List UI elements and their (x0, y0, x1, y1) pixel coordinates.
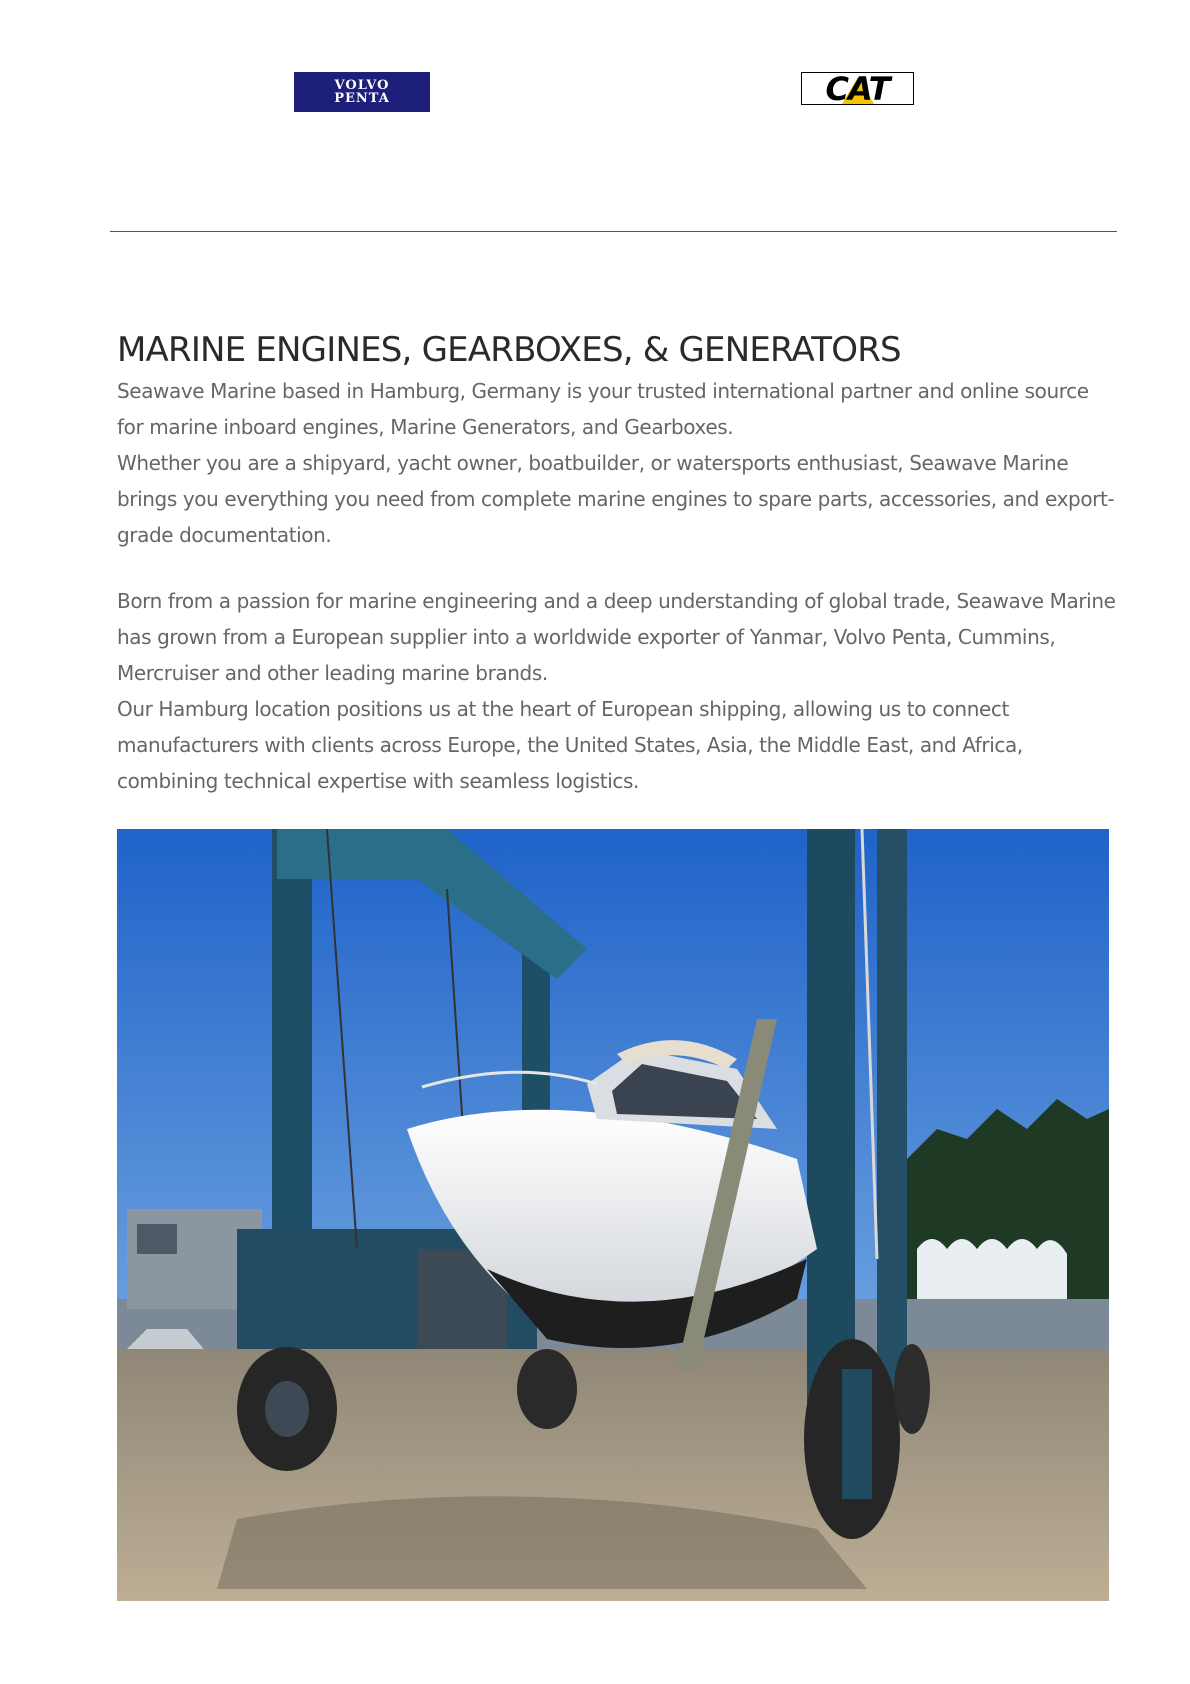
boat-travel-lift-photo (117, 829, 1109, 1601)
page-title: MARINE ENGINES, GEARBOXES, & GENERATORS (117, 330, 901, 370)
cat-logo-text: CAT (825, 72, 890, 105)
intro-paragraph-1: Seawave Marine based in Hamburg, Germany is your trusted international partner and online source for marine inboard engines, Marine Generators, and Gearboxes. (117, 379, 1089, 439)
header-divider (110, 231, 1117, 232)
cat-logo (801, 72, 914, 105)
intro-paragraph-2: Whether you are a shipyard, yacht owner, boatbuilder, or watersports enthusiast, Seawave Marine brings you everything you need from complete marine engines to spare parts, accessories, and export-grade documentation. (117, 451, 1115, 547)
intro-text-block (117, 373, 1117, 553)
history-paragraph-1: Born from a passion for marine engineering and a deep understanding of global trade, Seawave Marine has grown from a European supplier into a worldwide exporter of Yanmar, Volvo Penta, Cummins, Mercruiser and other leading marine brands. (117, 589, 1116, 685)
volvo-penta-logo (294, 72, 430, 112)
boat-lift-illustration (117, 829, 1109, 1601)
volvo-logo-line2: PENTA (334, 91, 390, 106)
history-text-block (117, 583, 1117, 799)
history-paragraph-2: Our Hamburg location positions us at the heart of European shipping, allowing us to connect manufacturers with clients across Europe, the United States, Asia, the Middle East, and Africa, combining technical expertise with seamless logistics. (117, 697, 1023, 793)
volvo-logo-line1: VOLVO (334, 78, 390, 93)
